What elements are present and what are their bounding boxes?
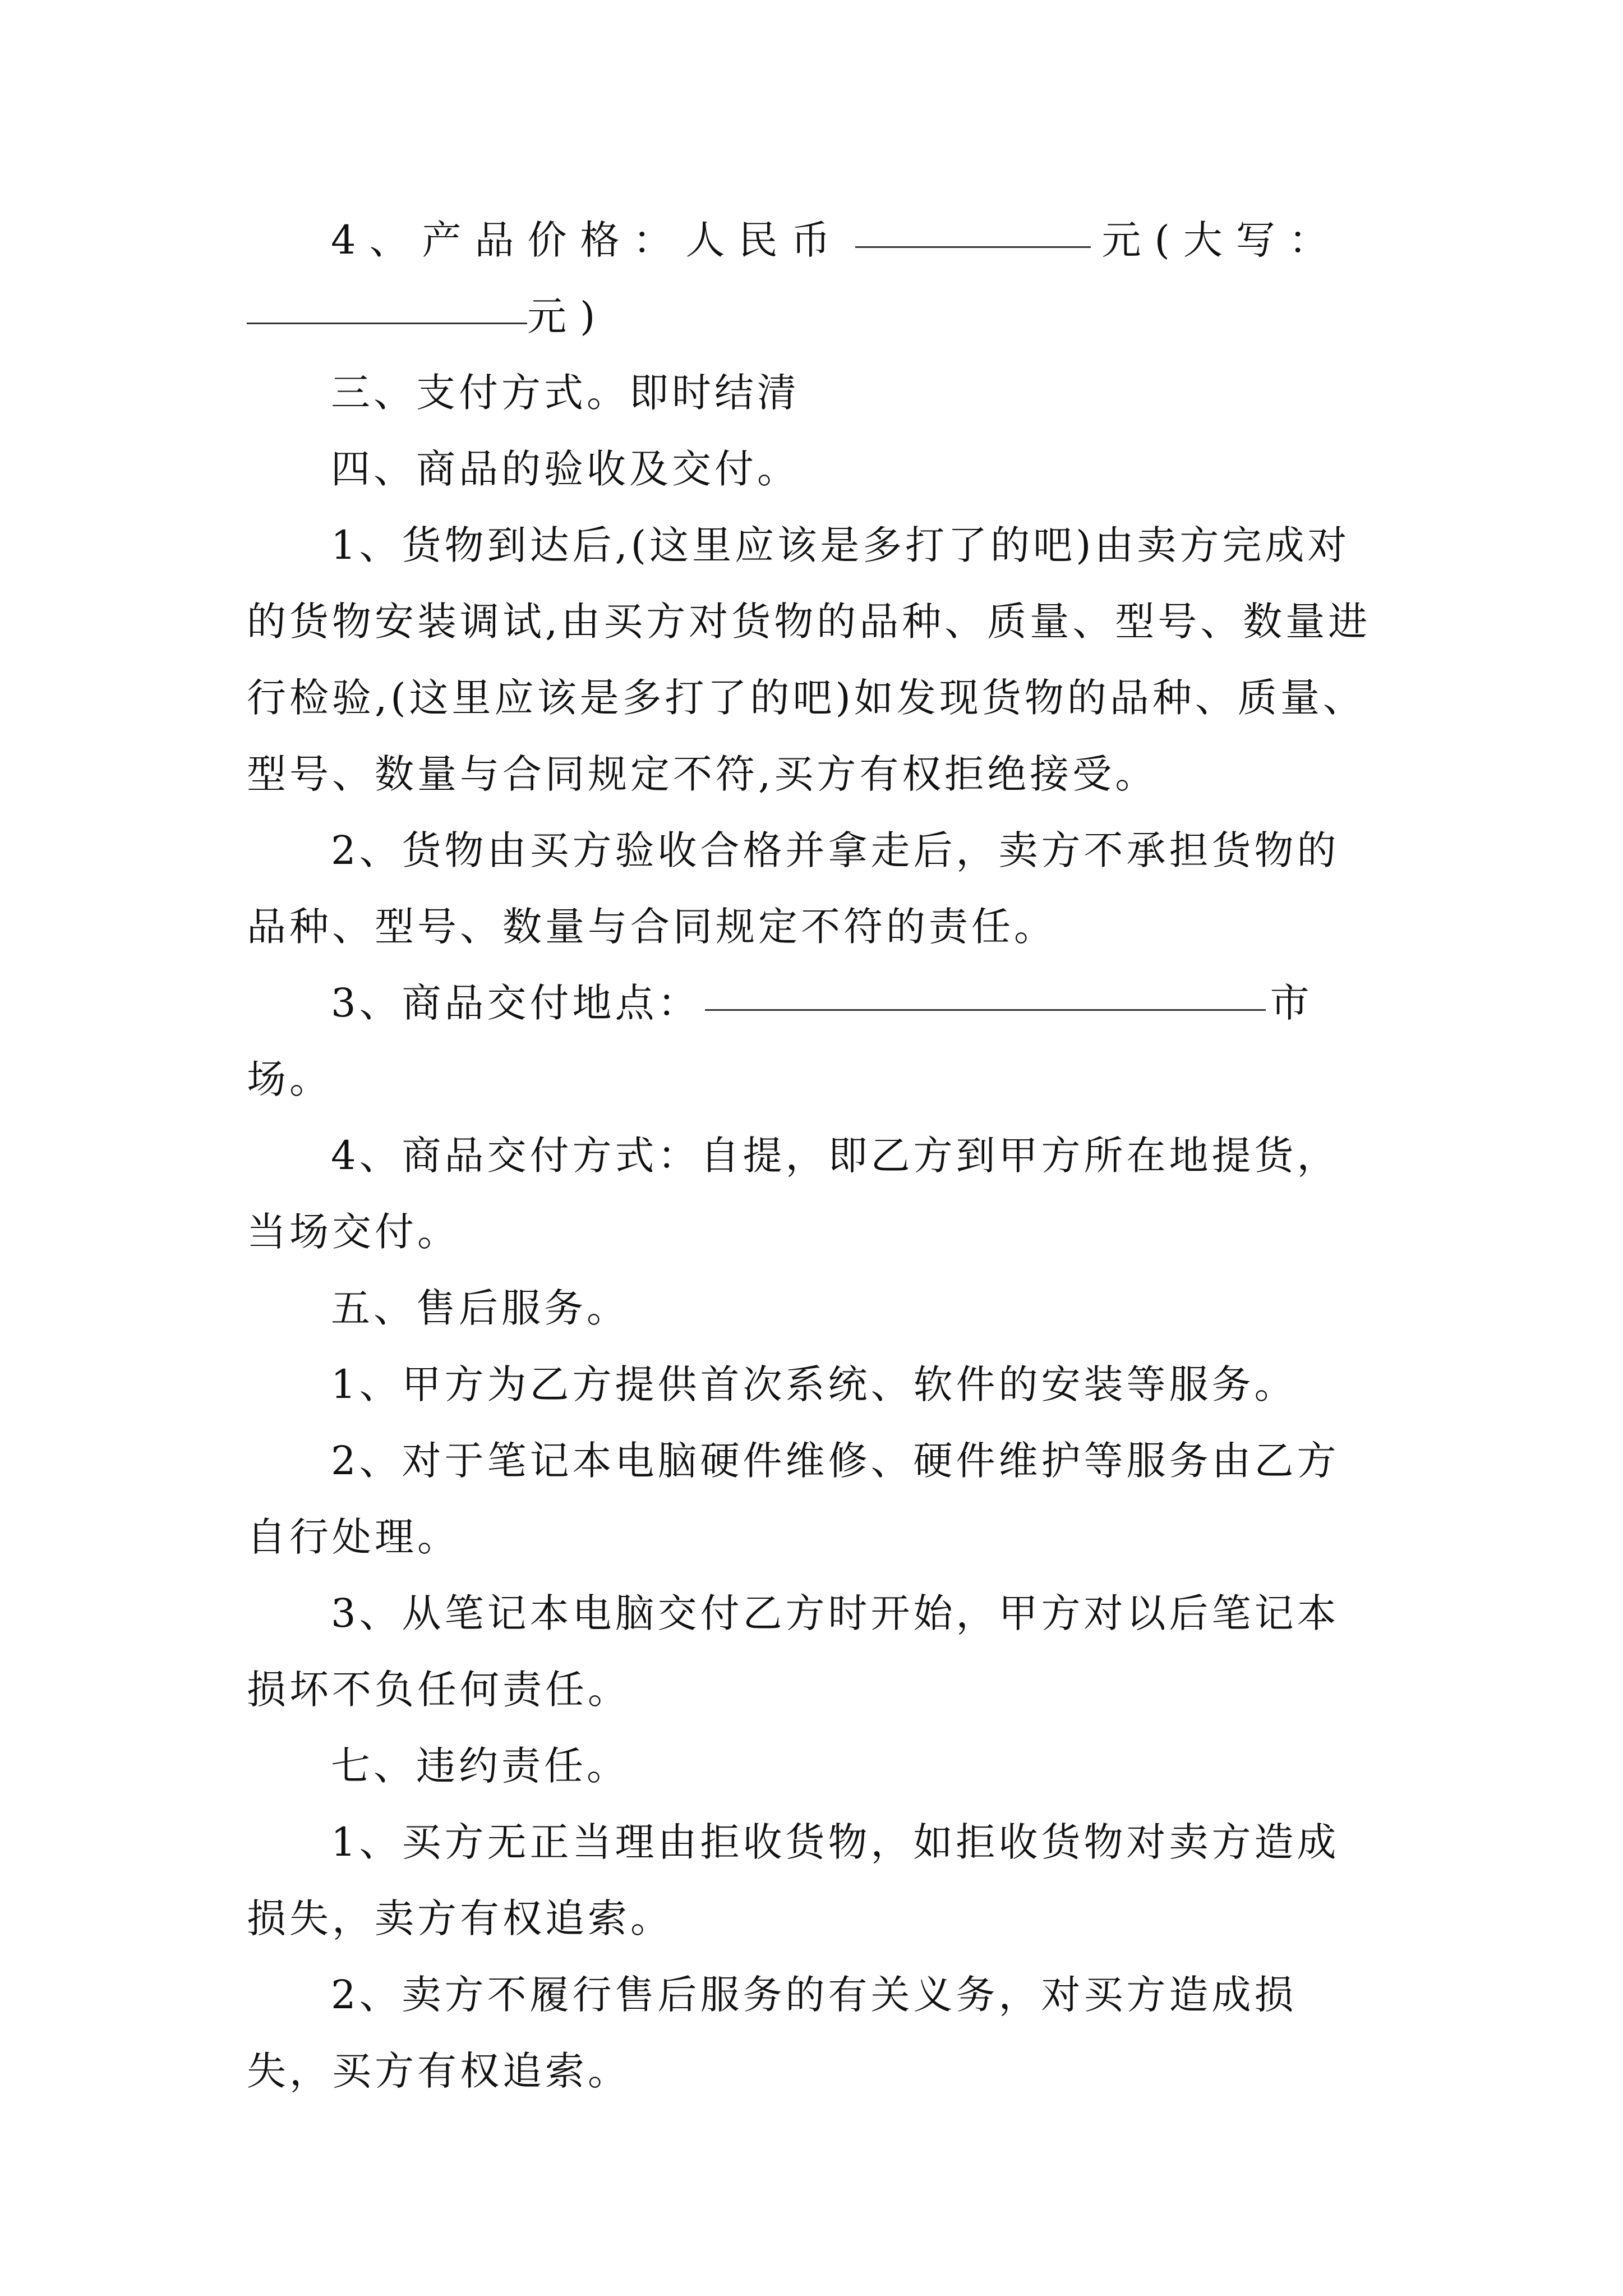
clause-delivery-method: 4、商品交付方式：自提，即乙方到甲方所在地提货，当场交付。 <box>247 1133 1340 1255</box>
section-after-sales: 五、售后服务。 <box>331 1285 629 1331</box>
clause-after-sales-1: 1、甲方为乙方提供首次系统、软件的安装等服务。 <box>331 1361 1297 1407</box>
price-uppercase-label: 元(大写： <box>1101 217 1341 263</box>
price-uppercase-blank <box>247 283 527 324</box>
delivery-location-suffix: 市场。 <box>247 980 1313 1102</box>
price-label: 4、产品价格：人民币 <box>331 217 844 263</box>
clause-inspection-2: 2、货物由买方验收合格并拿走后，卖方不承担货物的品种、型号、数量与合同规定不符的责任。 <box>247 827 1340 950</box>
delivery-location-label: 3、商品交付地点： <box>331 980 700 1026</box>
clause-inspection-1: 1、货物到达后,(这里应该是多打了的吧)由卖方完成对的货物安装调试,由买方对货物的品种、质量、型号、数量进行检验,(这里应该是多打了的吧)如发现货物的品种、质量、型号、数量与合同规定不符,买方有权拒绝接受。 <box>247 522 1371 797</box>
section-inspection-delivery: 四、商品的验收及交付。 <box>331 446 800 492</box>
delivery-location-blank <box>705 970 1266 1011</box>
clause-breach-1: 1、买方无正当理由拒收货物，如拒收货物对卖方造成损失，卖方有权追索。 <box>247 1819 1340 1941</box>
price-uppercase-unit: 元) <box>527 293 609 339</box>
section-payment-method: 三、支付方式。即时结清 <box>331 370 800 416</box>
clause-delivery-location <box>247 965 1380 1117</box>
section-breach-liability: 七、违约责任。 <box>331 1743 629 1789</box>
clause-after-sales-3: 3、从笔记本电脑交付乙方时开始，甲方对以后笔记本损坏不负任何责任。 <box>247 1590 1340 1713</box>
clause-after-sales-2: 2、对于笔记本电脑硬件维修、硬件维护等服务由乙方自行处理。 <box>247 1438 1340 1560</box>
clause-breach-2: 2、卖方不履行售后服务的有关义务，对买方造成损失，买方有权追索。 <box>247 1972 1297 2094</box>
document-body <box>247 202 1380 2109</box>
paragraph-product-price <box>247 202 1380 355</box>
price-amount-blank <box>855 207 1091 248</box>
